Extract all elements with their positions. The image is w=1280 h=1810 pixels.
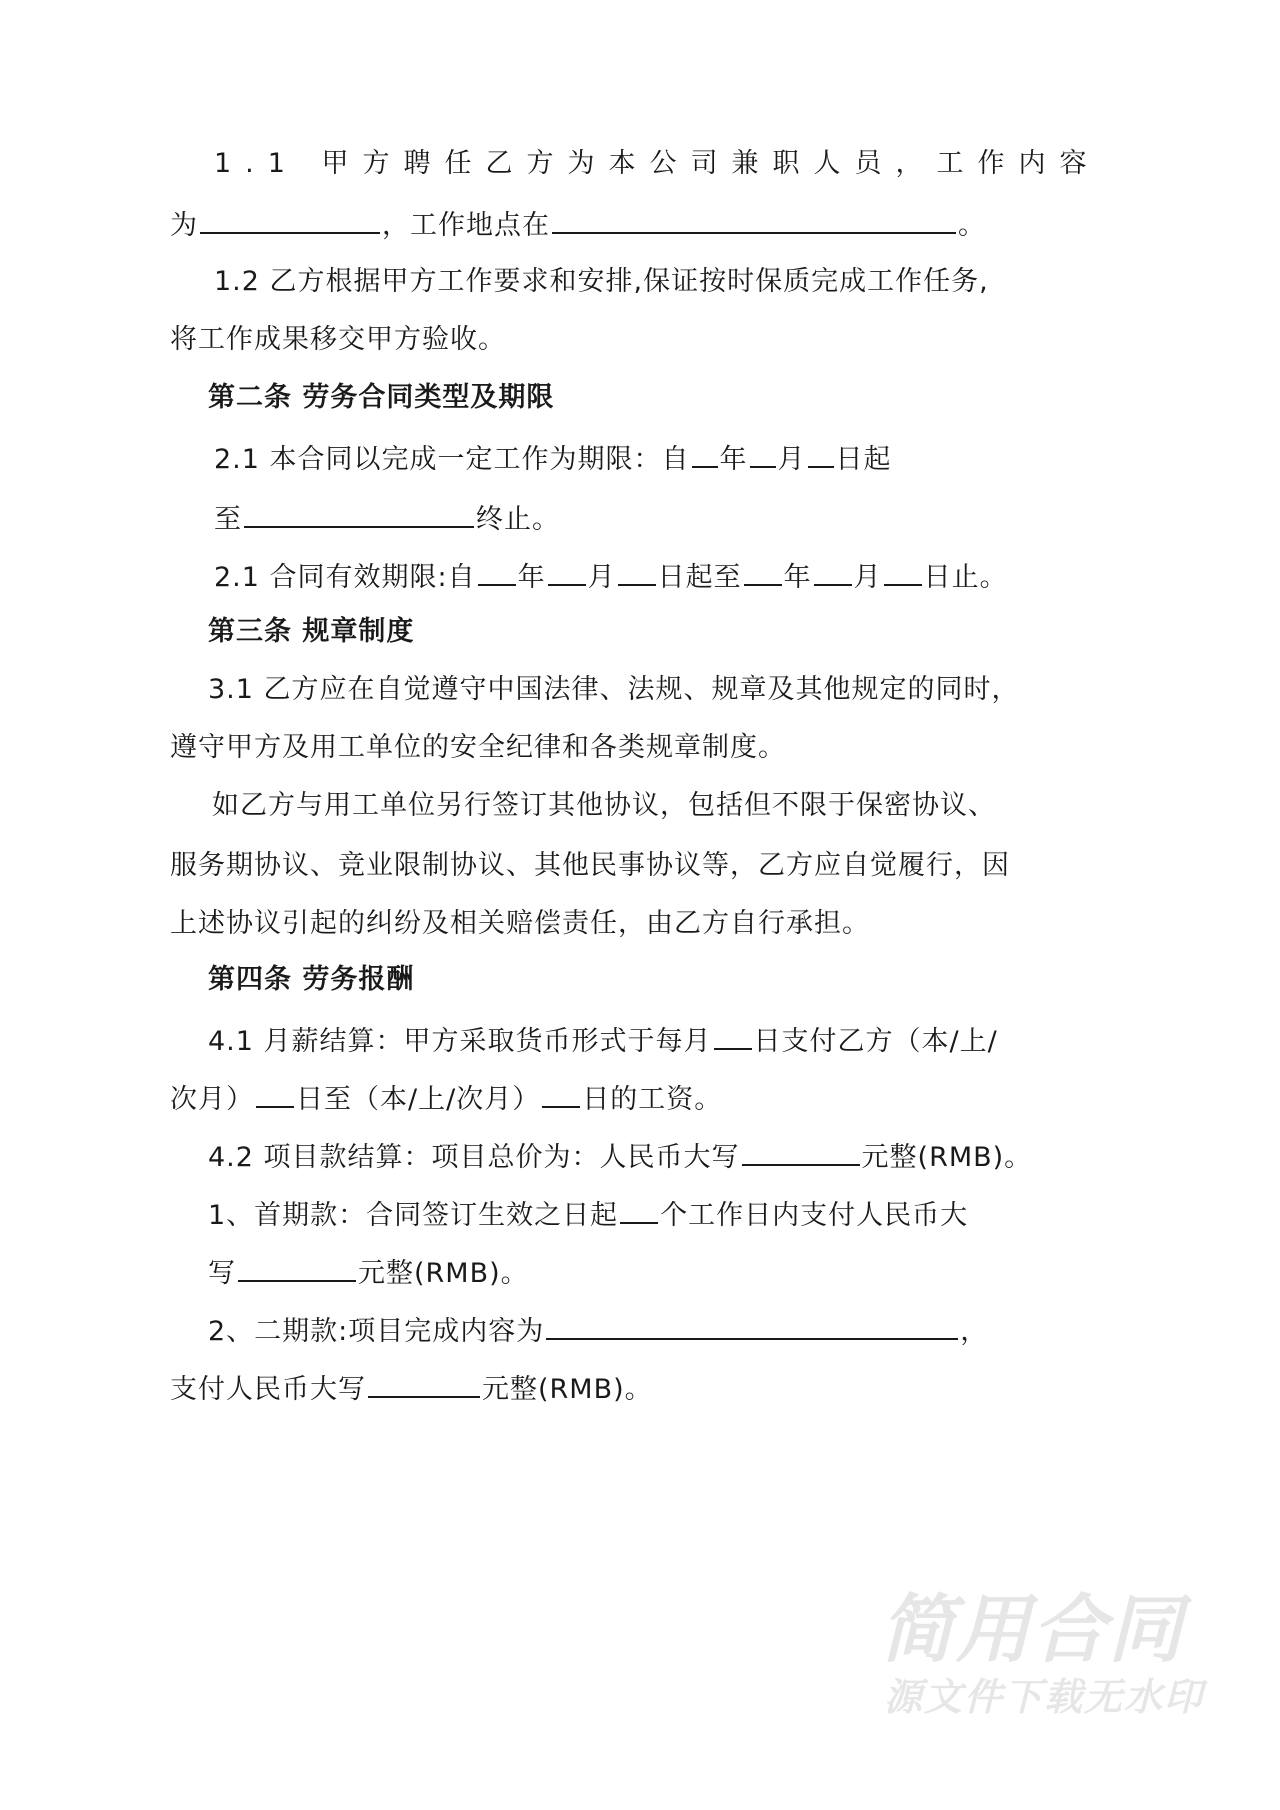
text-segment: 为 bbox=[170, 210, 198, 241]
start-month-blank[interactable] bbox=[750, 438, 776, 468]
clause-3-2-line-2 bbox=[170, 848, 1010, 884]
pay-day-blank[interactable] bbox=[714, 1020, 752, 1050]
clause-1-1-line-2 bbox=[170, 204, 986, 244]
text-segment: 日起至 bbox=[657, 562, 742, 593]
start-day-blank[interactable] bbox=[808, 438, 834, 468]
second-payment-line-1 bbox=[208, 1310, 988, 1350]
first-payment-amount-blank[interactable] bbox=[238, 1252, 356, 1282]
heading-text: 第四条 劳务报酬 bbox=[208, 964, 415, 995]
text-segment: 2、二期款:项目完成内容为 bbox=[208, 1316, 545, 1347]
clause-4-1-line-1 bbox=[208, 1020, 998, 1060]
text-segment: 终止。 bbox=[476, 504, 560, 535]
work-content-blank[interactable] bbox=[200, 204, 380, 234]
text-segment: 元整(RMB)。 bbox=[861, 1142, 1033, 1173]
valid-from-year-blank[interactable] bbox=[478, 556, 516, 586]
text-segment: 1、首期款：合同签订生效之日起 bbox=[208, 1200, 619, 1231]
text-segment: 月 bbox=[853, 562, 882, 593]
clause-1-2-text: 1.2 乙方根据甲方工作要求和安排,保证按时保质完成工作任务, bbox=[214, 266, 989, 297]
text-segment: 4.1 月薪结算：甲方采取货币形式于每月 bbox=[208, 1026, 712, 1057]
valid-from-month-blank[interactable] bbox=[548, 556, 586, 586]
clause-3-1-text: 遵守甲方及用工单位的安全纪律和各类规章制度。 bbox=[170, 732, 786, 763]
work-location-blank[interactable] bbox=[552, 204, 956, 234]
start-year-blank[interactable] bbox=[692, 438, 718, 468]
clause-1-2-text: 将工作成果移交甲方验收。 bbox=[170, 324, 506, 355]
text-segment: 月 bbox=[777, 444, 806, 475]
clause-2-2-line bbox=[214, 556, 1008, 596]
section-heading-3 bbox=[208, 614, 414, 650]
text-segment: 日支付乙方（本/上/ bbox=[753, 1026, 998, 1057]
watermark bbox=[880, 1588, 1204, 1722]
text-segment: 年 bbox=[719, 444, 748, 475]
clause-1-2-line-2 bbox=[170, 322, 506, 358]
first-payment-days-blank[interactable] bbox=[620, 1194, 658, 1224]
text-segment: 4.2 项目款结算：项目总价为：人民币大写 bbox=[208, 1142, 740, 1173]
valid-to-year-blank[interactable] bbox=[744, 556, 782, 586]
text-segment: 至 bbox=[214, 504, 242, 535]
second-payment-line-2 bbox=[170, 1368, 653, 1408]
clause-3-2-line-3 bbox=[170, 906, 870, 942]
heading-text: 第三条 规章制度 bbox=[208, 616, 415, 647]
text-segment: 次月） bbox=[170, 1084, 254, 1115]
clause-2-1-line-1 bbox=[214, 438, 892, 478]
clause-3-2-text: 上述协议引起的纠纷及相关赔偿责任，由乙方自行承担。 bbox=[170, 908, 870, 939]
clause-1-2-line-1 bbox=[214, 264, 989, 300]
text-segment: 元整(RMB)。 bbox=[358, 1258, 529, 1289]
text-segment: 日起 bbox=[835, 444, 892, 475]
clause-3-2-text: 服务期协议、竞业限制协议、其他民事协议等，乙方应自觉履行，因 bbox=[170, 850, 1010, 881]
total-price-blank[interactable] bbox=[742, 1136, 860, 1166]
clause-3-1-line-1 bbox=[208, 672, 1020, 708]
text-segment: ，工作地点在 bbox=[382, 210, 550, 241]
text-segment: 年 bbox=[517, 562, 546, 593]
pay-period-end-blank[interactable] bbox=[542, 1078, 580, 1108]
second-payment-amount-blank[interactable] bbox=[368, 1368, 480, 1398]
completion-content-blank[interactable] bbox=[546, 1310, 958, 1340]
clause-3-1-line-2 bbox=[170, 730, 786, 766]
text-segment: 2.1 本合同以完成一定工作为期限：自 bbox=[214, 444, 690, 475]
watermark-title: 简用合同 bbox=[880, 1587, 1184, 1673]
clause-3-1-text: 3.1 乙方应在自觉遵守中国法律、法规、规章及其他规定的同时， bbox=[208, 674, 1020, 705]
text-segment: 年 bbox=[783, 562, 812, 593]
clause-3-2-text: 如乙方与用工单位另行签订其他协议，包括但不限于保密协议、 bbox=[212, 790, 996, 821]
pay-period-start-blank[interactable] bbox=[256, 1078, 294, 1108]
first-payment-line-2 bbox=[208, 1252, 529, 1292]
clause-1-1-line-1 bbox=[214, 146, 1101, 182]
clause-1-1-text: 1.1 甲方聘任乙方为本公司兼职人员，工作内容 bbox=[214, 148, 1101, 179]
valid-from-day-blank[interactable] bbox=[618, 556, 656, 586]
text-segment: 元整(RMB)。 bbox=[482, 1374, 653, 1405]
text-segment: ， bbox=[960, 1316, 989, 1347]
text-segment: 写 bbox=[208, 1258, 236, 1289]
clause-2-1-line-2 bbox=[214, 498, 560, 538]
watermark-subtitle: 源文件下载无水印 bbox=[884, 1675, 1205, 1719]
end-condition-blank[interactable] bbox=[244, 498, 474, 528]
text-segment: 支付人民币大写 bbox=[170, 1374, 366, 1405]
section-heading-4 bbox=[208, 962, 414, 998]
valid-to-day-blank[interactable] bbox=[884, 556, 922, 586]
heading-text: 第二条 劳务合同类型及期限 bbox=[208, 382, 555, 413]
text-segment: 个工作日内支付人民币大 bbox=[660, 1200, 969, 1231]
text-segment: 2.1 合同有效期限:自 bbox=[214, 562, 476, 593]
first-payment-line-1 bbox=[208, 1194, 968, 1234]
text-segment: 。 bbox=[958, 210, 986, 241]
text-segment: 月 bbox=[587, 562, 616, 593]
clause-4-2-line bbox=[208, 1136, 1032, 1176]
clause-4-1-line-2 bbox=[170, 1078, 722, 1118]
text-segment: 日的工资。 bbox=[582, 1084, 723, 1115]
clause-3-2-line-1 bbox=[212, 788, 996, 824]
text-segment: 日止。 bbox=[923, 562, 1008, 593]
valid-to-month-blank[interactable] bbox=[814, 556, 852, 586]
text-segment: 日至（本/上/次月） bbox=[296, 1084, 541, 1115]
section-heading-2 bbox=[208, 380, 554, 416]
